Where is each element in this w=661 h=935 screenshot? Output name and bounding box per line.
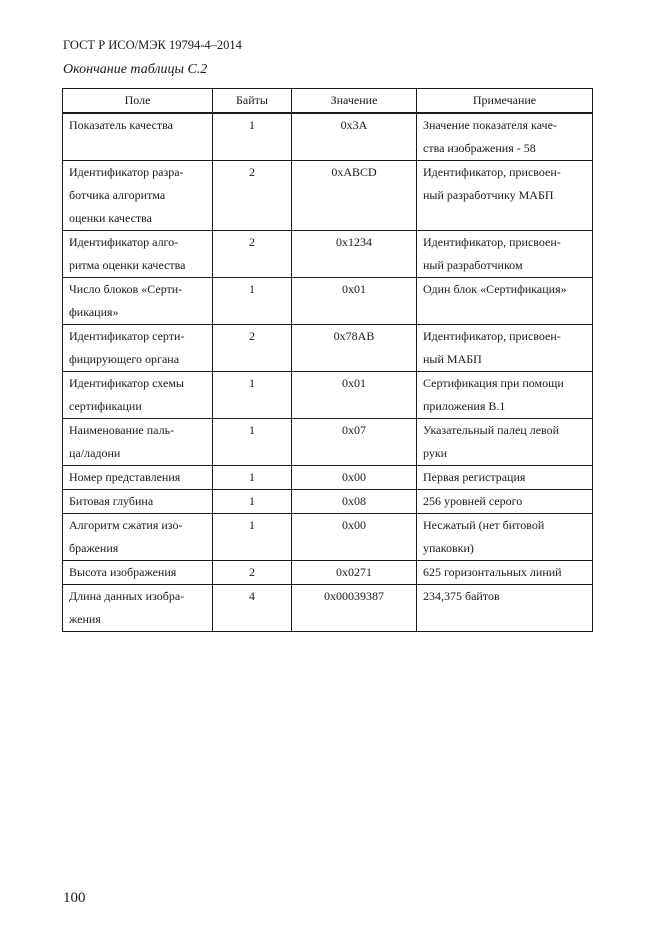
cell-bytes: 1 (213, 278, 292, 325)
cell-field (63, 325, 213, 372)
cell-bytes: 1 (213, 466, 292, 490)
cell-line: 234,375 байтов (423, 589, 500, 603)
cell-note (417, 561, 593, 585)
cell-line: Наименование паль- (69, 423, 175, 437)
cell-line: Длина данных изобра- (69, 589, 185, 603)
cell-value: 0xABCD (292, 161, 417, 231)
table-row (63, 490, 593, 514)
cell-field (63, 585, 213, 632)
cell-value: 0x07 (292, 419, 417, 466)
cell-line: Идентификатор разра- (69, 165, 184, 179)
cell-note (417, 585, 593, 632)
cell-line: Один блок «Сертификация» (423, 282, 567, 296)
cell-field (63, 278, 213, 325)
cell-value: 0x00 (292, 466, 417, 490)
cell-line: Идентификатор серти- (69, 329, 185, 343)
cell-note (417, 231, 593, 278)
cell-bytes: 2 (213, 325, 292, 372)
cell-bytes: 2 (213, 561, 292, 585)
table-body (63, 113, 593, 632)
cell-field (63, 161, 213, 231)
table-row (63, 419, 593, 466)
cell-line: упаковки) (423, 541, 474, 555)
cell-line: Первая регистрация (423, 470, 526, 484)
cell-value: 0x01 (292, 372, 417, 419)
cell-value: 0x08 (292, 490, 417, 514)
cell-note (417, 278, 593, 325)
table-row (63, 231, 593, 278)
table-row (63, 585, 593, 632)
cell-line: ства изображения - 58 (423, 141, 536, 155)
table-row (63, 113, 593, 161)
cell-value: 0x00 (292, 514, 417, 561)
cell-line: сертификации (69, 399, 142, 413)
cell-value: 0x00039387 (292, 585, 417, 632)
cell-field (63, 514, 213, 561)
cell-bytes: 1 (213, 514, 292, 561)
standard-designation: ГОСТ Р ИСО/МЭК 19794-4–2014 (63, 38, 242, 52)
cell-line: Идентификатор алго- (69, 235, 179, 249)
cell-note (417, 325, 593, 372)
column-header-bytes: Байты (213, 89, 292, 114)
cell-line: бражения (69, 541, 119, 555)
cell-line: Идентификатор, присвоен- (423, 329, 561, 343)
cell-note (417, 419, 593, 466)
cell-line: Идентификатор, присвоен- (423, 165, 561, 179)
cell-field (63, 231, 213, 278)
cell-line: Идентификатор, присвоен- (423, 235, 561, 249)
cell-bytes: 4 (213, 585, 292, 632)
table-row (63, 161, 593, 231)
table-row (63, 278, 593, 325)
cell-value: 0x3A (292, 113, 417, 161)
data-fields-table (62, 88, 593, 632)
cell-note (417, 161, 593, 231)
column-header-value: Значение (292, 89, 417, 114)
cell-line: Алгоритм сжатия изо- (69, 518, 183, 532)
cell-bytes: 2 (213, 231, 292, 278)
cell-line: ный разработчику МАБП (423, 188, 554, 202)
cell-note (417, 372, 593, 419)
cell-note (417, 490, 593, 514)
cell-line: Битовая глубина (69, 494, 154, 508)
column-header-field: Поле (63, 89, 213, 114)
cell-bytes: 1 (213, 490, 292, 514)
table-row (63, 466, 593, 490)
cell-value: 0x78AB (292, 325, 417, 372)
cell-line: фикация» (69, 305, 119, 319)
cell-field (63, 490, 213, 514)
cell-line: ный МАБП (423, 352, 482, 366)
cell-line: ца/ладони (69, 446, 121, 460)
table-row (63, 514, 593, 561)
table-header-row (63, 89, 593, 114)
page-number: 100 (63, 890, 86, 906)
table-row (63, 372, 593, 419)
cell-line: ный разработчиком (423, 258, 523, 272)
cell-note (417, 113, 593, 161)
table-caption: Окончание таблицы С.2 (63, 62, 208, 77)
table-row (63, 325, 593, 372)
cell-line: Номер представления (69, 470, 181, 484)
cell-line: приложения В.1 (423, 399, 506, 413)
cell-value: 0x0271 (292, 561, 417, 585)
cell-bytes: 1 (213, 372, 292, 419)
cell-line: Идентификатор схемы (69, 376, 184, 390)
cell-field (63, 372, 213, 419)
cell-note (417, 514, 593, 561)
cell-value: 0x1234 (292, 231, 417, 278)
cell-field (63, 113, 213, 161)
cell-line: ботчика алгоритма (69, 188, 166, 202)
cell-line: 256 уровней серого (423, 494, 523, 508)
cell-value: 0x01 (292, 278, 417, 325)
cell-bytes: 2 (213, 161, 292, 231)
cell-note (417, 466, 593, 490)
cell-line: жения (69, 612, 101, 626)
cell-line: Показатель качества (69, 118, 173, 132)
cell-line: Число блоков «Серти- (69, 282, 183, 296)
cell-line: руки (423, 446, 448, 460)
table-row (63, 561, 593, 585)
cell-line: Несжатый (нет битовой (423, 518, 545, 532)
cell-line: 625 горизонтальных линий (423, 565, 562, 579)
cell-line: Высота изображения (69, 565, 177, 579)
cell-line: Значение показателя каче- (423, 118, 557, 132)
cell-field (63, 466, 213, 490)
cell-field (63, 561, 213, 585)
cell-bytes: 1 (213, 419, 292, 466)
cell-line: Указательный палец левой (423, 423, 560, 437)
cell-field (63, 419, 213, 466)
cell-line: оценки качества (69, 211, 152, 225)
column-header-note: Примечание (417, 89, 593, 114)
cell-line: Сертификация при помощи (423, 376, 564, 390)
cell-bytes: 1 (213, 113, 292, 161)
cell-line: ритма оценки качества (69, 258, 186, 272)
cell-line: фицирующего органа (69, 352, 180, 366)
